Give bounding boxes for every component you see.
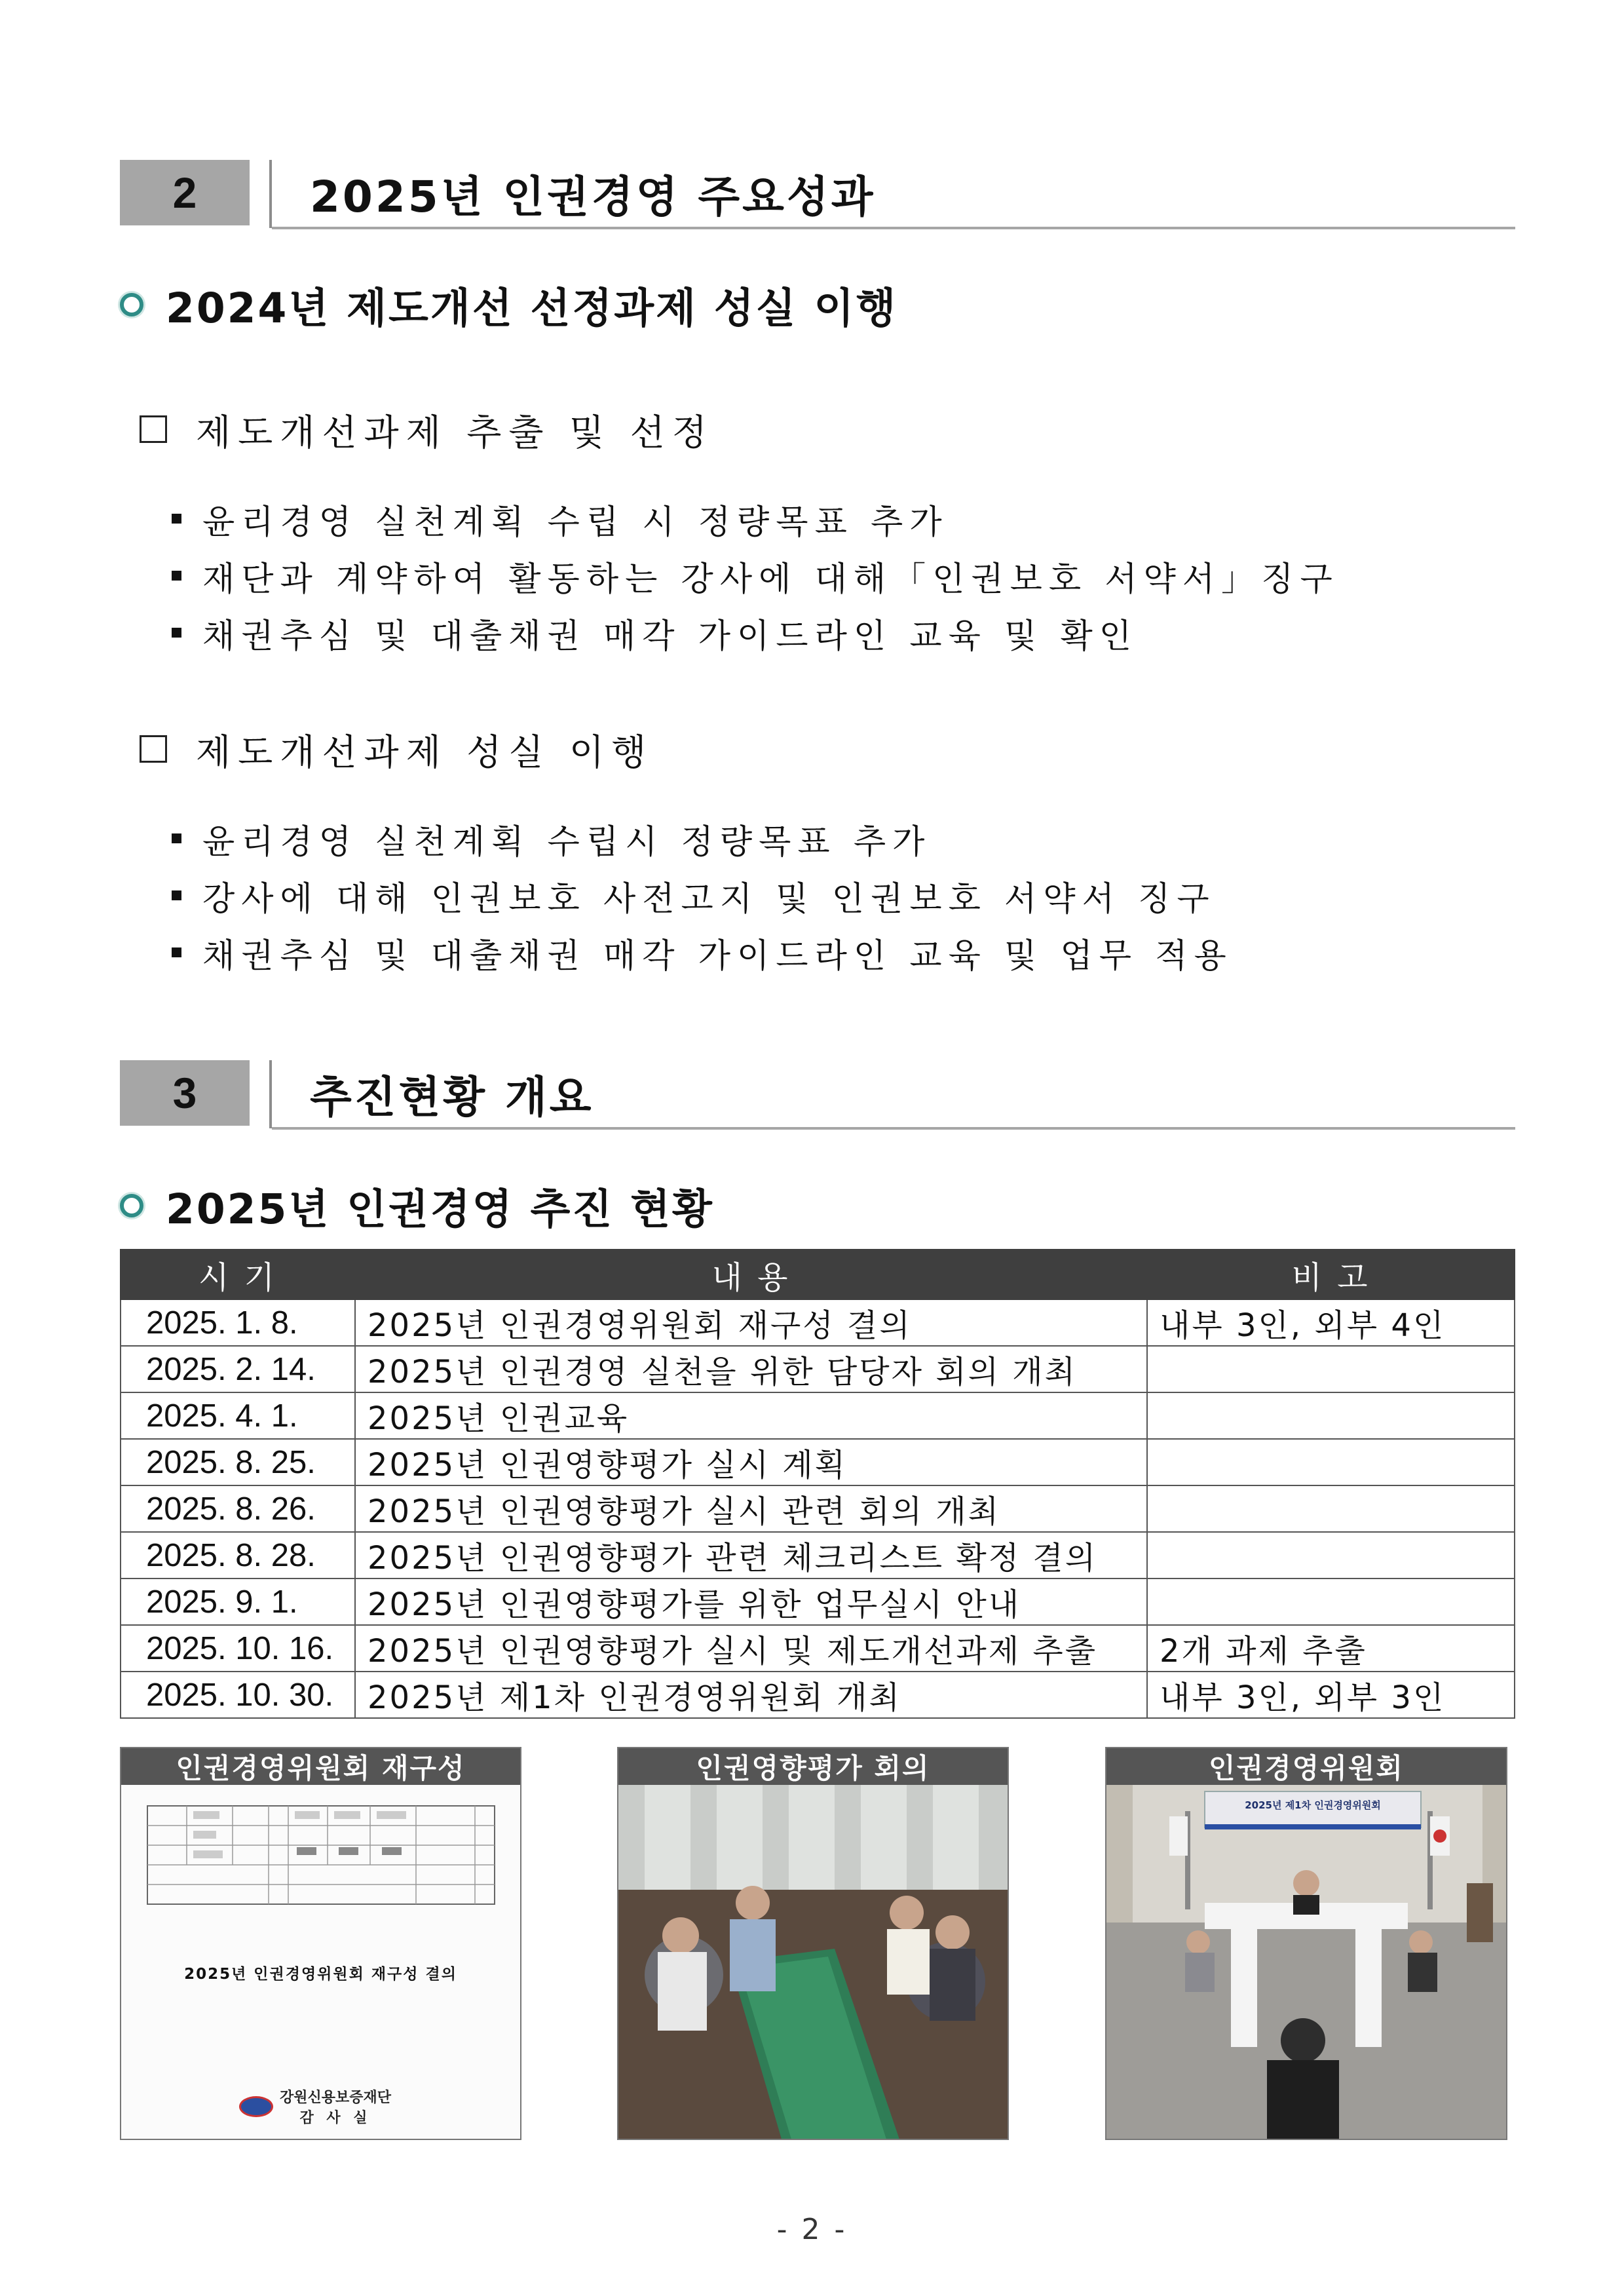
list-item: 윤리경영 실천계획 수립시 정량목표 추가 — [172, 810, 1233, 867]
heading-2024-tasks — [120, 275, 897, 334]
section-underline — [272, 227, 1515, 229]
column-header-content: 내 용 — [355, 1250, 1147, 1299]
section-divider — [269, 1060, 272, 1128]
square-bullet-icon — [172, 628, 181, 638]
table-row: 2025. 8. 26. 2025년 인권영향평가 실시 관련 회의 개최 — [121, 1485, 1515, 1532]
section-number: 2 — [120, 160, 250, 225]
section-2-header — [120, 160, 1515, 229]
photo-impact-assessment-meeting — [617, 1747, 1009, 2140]
checkbox-icon — [140, 415, 167, 443]
subsection-heading — [140, 723, 653, 775]
circle-bullet-icon — [120, 293, 143, 316]
heading-text: 2025년 인권경영 추진 현황 — [166, 1185, 714, 1233]
subsection-title: 제도개선과제 성실 이행 — [196, 731, 654, 773]
list-item: 재단과 계약하여 활동하는 강사에 대해「인권보호 서약서」징구 — [172, 547, 1339, 604]
document-title: 2025년 인권경영위원회 재구성 결의 — [184, 1966, 457, 1983]
meeting-banner-text: 2025년 제1차 인권경영위원회 — [1245, 1799, 1381, 1811]
photo-caption: 인권경영위원회 — [1106, 1748, 1506, 1785]
section-underline — [272, 1127, 1515, 1130]
bullet-list — [172, 490, 1339, 661]
organization-name: 강원신용보증재단 — [280, 2090, 392, 2106]
committee-photo — [1106, 1785, 1506, 2139]
table-header-row — [121, 1250, 1515, 1299]
section-divider — [269, 160, 272, 228]
list-item: 강사에 대해 인권보호 사전고지 및 인권보호 서약서 징구 — [172, 867, 1233, 924]
bullet-list — [172, 810, 1233, 981]
schedule-table — [120, 1249, 1515, 1719]
table-row: 2025. 8. 28. 2025년 인권영향평가 관련 체크리스트 확정 결의 — [121, 1532, 1515, 1578]
section-number: 3 — [120, 1060, 250, 1126]
heading-2025-status — [120, 1176, 714, 1235]
list-item: 채권추심 및 대출채권 매각 가이드라인 교육 및 업무 적용 — [172, 924, 1233, 981]
section-3-header — [120, 1060, 1515, 1130]
square-bullet-icon — [172, 947, 181, 957]
subsection-title: 제도개선과제 추출 및 선정 — [196, 411, 714, 453]
section-title: 추진현황 개요 — [310, 1071, 594, 1122]
photo-caption: 인권경영위원회 재구성 — [121, 1748, 520, 1785]
document-scan-image — [121, 1785, 520, 2139]
checkbox-icon — [140, 735, 167, 763]
list-item: 윤리경영 실천계획 수립 시 정량목표 추가 — [172, 490, 1339, 547]
square-bullet-icon — [172, 571, 181, 581]
table-row: 2025. 10. 16. 2025년 인권영향평가 실시 및 제도개선과제 추출 2개 과제 추출 — [121, 1625, 1515, 1672]
column-header-note: 비 고 — [1147, 1250, 1515, 1299]
column-header-date: 시 기 — [121, 1250, 355, 1299]
foundation-logo-icon — [239, 2096, 273, 2117]
circle-bullet-icon — [120, 1194, 143, 1217]
table-row: 2025. 9. 1. 2025년 인권영향평가를 위한 업무실시 안내 — [121, 1578, 1515, 1625]
photo-committee-reorg — [120, 1747, 521, 2140]
page-number: - 2 - — [776, 2213, 848, 2246]
photo-caption: 인권영향평가 회의 — [618, 1748, 1008, 1785]
table-row: 2025. 4. 1. 2025년 인권교육 — [121, 1392, 1515, 1439]
subsection-heading — [140, 403, 714, 455]
square-bullet-icon — [172, 514, 181, 524]
table-row: 2025. 8. 25. 2025년 인권영향평가 실시 계획 — [121, 1439, 1515, 1485]
committee-scene-graphic — [1106, 1785, 1507, 2140]
section-title: 2025년 인권경영 주요성과 — [310, 171, 876, 222]
square-bullet-icon — [172, 890, 181, 900]
list-item: 채권추심 및 대출채권 매각 가이드라인 교육 및 확인 — [172, 604, 1339, 661]
organization-dept: 감 사 실 — [299, 2110, 371, 2126]
photo-committee-meeting — [1105, 1747, 1507, 2140]
meeting-photo — [618, 1785, 1008, 2139]
heading-text: 2024년 제도개선 선정과제 성실 이행 — [166, 284, 898, 332]
organization-seal — [239, 2086, 391, 2127]
square-bullet-icon — [172, 833, 181, 843]
table-row: 2025. 2. 14. 2025년 인권경영 실천을 위한 담당자 회의 개최 — [121, 1346, 1515, 1392]
table-row: 2025. 10. 30. 2025년 제1차 인권경영위원회 개최 내부 3인, 외부 3인 — [121, 1672, 1515, 1718]
meeting-scene-graphic — [618, 1785, 1009, 2140]
table-row: 2025. 1. 8. 2025년 인권경영위원회 재구성 결의 내부 3인, 외부 4인 — [121, 1299, 1515, 1346]
